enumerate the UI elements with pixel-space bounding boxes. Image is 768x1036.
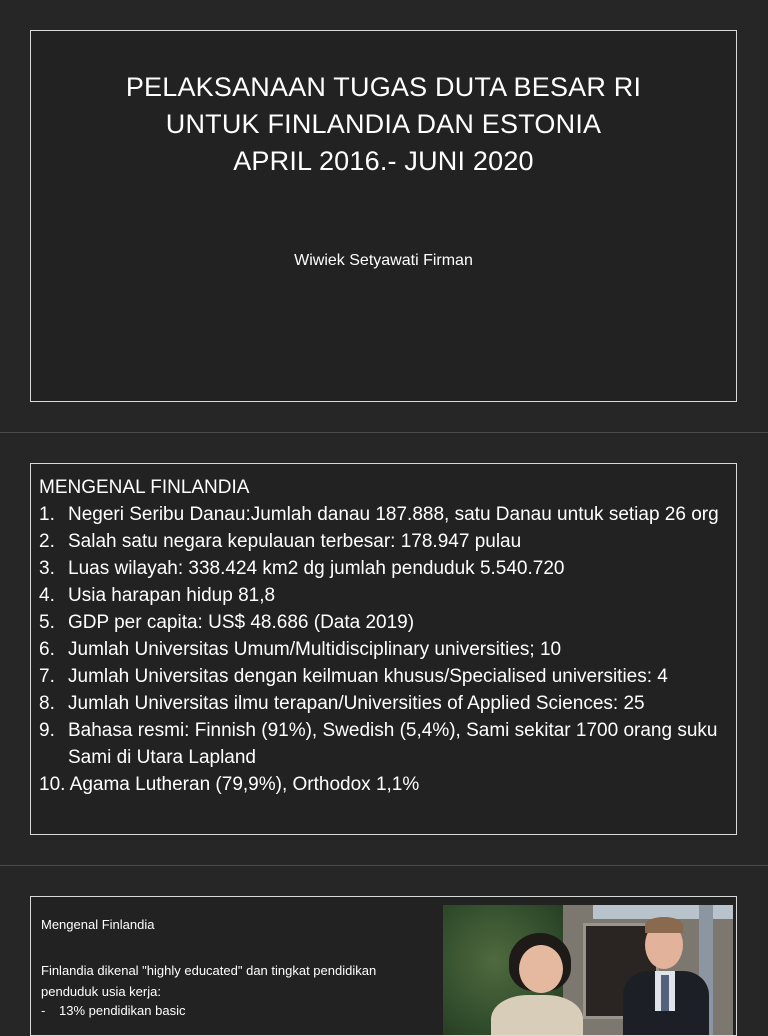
title-line-1: PELAKSANAAN TUGAS DUTA BESAR RI: [125, 72, 642, 102]
list-item: 10. Agama Lutheran (79,9%), Orthodox 1,1%: [39, 774, 420, 795]
education-paragraph: Finlandia dikenal "highly educated" dan tingkat pendidikan penduduk usia kerja:: [41, 963, 377, 999]
dash-icon: -: [41, 1003, 46, 1018]
list-item: 4. Usia harapan hidup 81,8: [39, 585, 276, 606]
title-slide: [30, 30, 737, 402]
education-bullet: - 13% pendidikan basic: [41, 1003, 186, 1018]
education-heading: Mengenal Finlandia: [41, 917, 155, 932]
list-item: 8. Jumlah Universitas ilmu terapan/Universities of Applied Sciences: 25: [39, 693, 645, 714]
facts-slide: [30, 463, 737, 835]
facts-list: [39, 501, 728, 798]
slide-divider: [0, 865, 768, 866]
facts-heading: MENGENAL FINLANDIA: [39, 477, 250, 498]
education-slide: [30, 896, 737, 1036]
ambassador-photo: [443, 905, 733, 1036]
title-line-3: APRIL 2016.- JUNI 2020: [233, 146, 534, 176]
list-item: 2. Salah satu negara kepulauan terbesar: 178.947 pulau: [39, 531, 522, 552]
list-item: 5. GDP per capita: US$ 48.686 (Data 2019): [39, 612, 415, 633]
author-name: Wiwiek Setyawati Firman: [294, 252, 473, 269]
slide-divider: [0, 432, 768, 433]
list-item: 3. Luas wilayah: 338.424 km2 dg jumlah penduduk 5.540.720: [39, 558, 565, 579]
title-line-2: UNTUK FINLANDIA DAN ESTONIA: [165, 109, 602, 139]
list-item: 9. Bahasa resmi: Finnish (91%), Swedish (5,4%), Sami sekitar 1700 orang suku Sami di Utara Lapland: [39, 720, 718, 768]
list-item: 7. Jumlah Universitas dengan keilmuan khusus/Specialised universities: 4: [39, 666, 668, 687]
list-item: 6. Jumlah Universitas Umum/Multidisciplinary universities; 10: [39, 639, 562, 660]
list-item: 1. Negeri Seribu Danau:Jumlah danau 187.888, satu Danau untuk setiap 26 org: [39, 504, 719, 525]
slide-title: [31, 69, 736, 180]
